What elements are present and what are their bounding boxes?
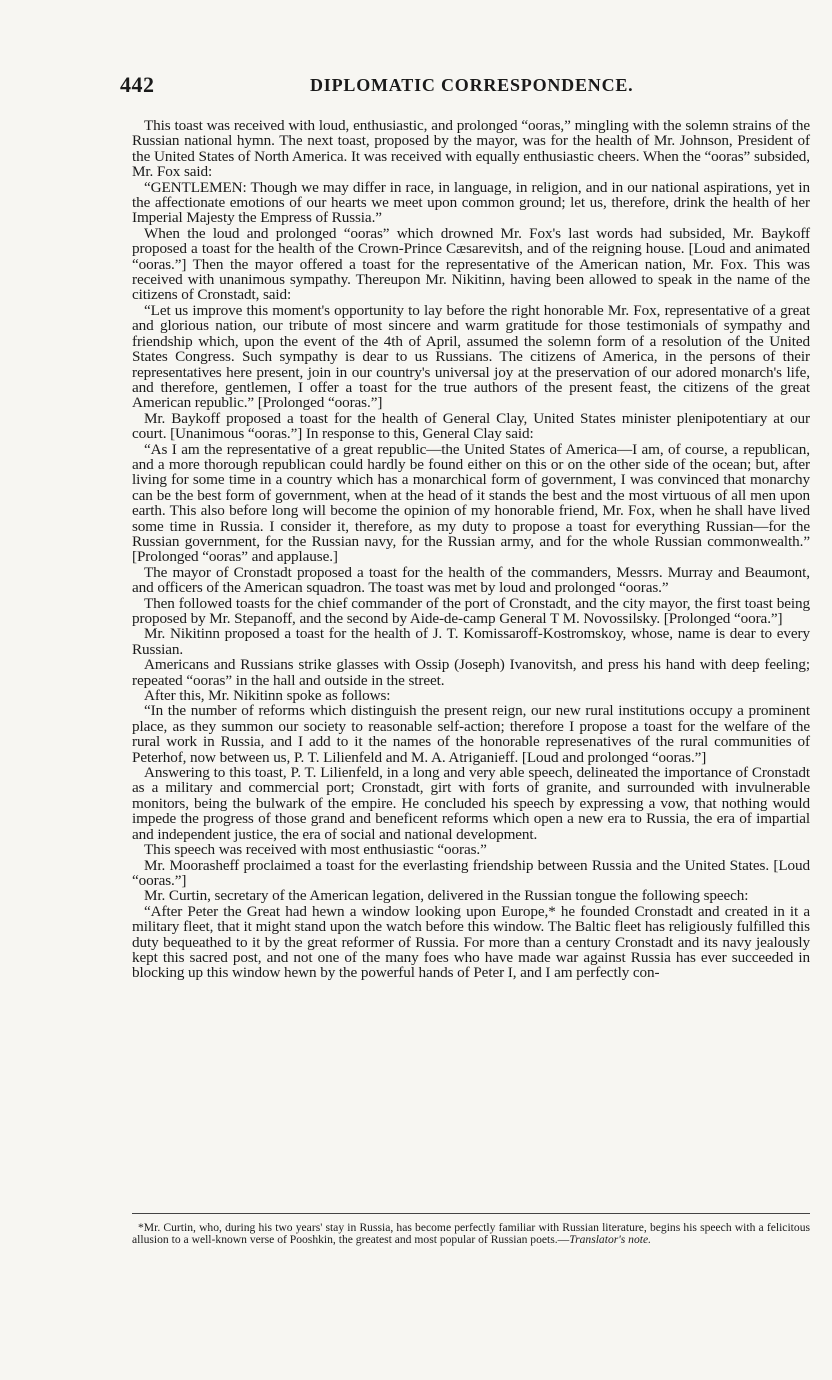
running-title: DIPLOMATIC CORRESPONDENCE. (310, 75, 634, 95)
paragraph: When the loud and prolonged “ooras” which drowned Mr. Fox's last words had subsided, Mr. Baykoff proposed a toast for the health of the Crown-Prince Cæsarevitsh, and of the reigning house. [Loud and animated “ooras.”] Then the mayor offered a toast for the representative of the American nation, Mr. Fox. This was received with unanimous sympathy. Thereupon Mr. Nikitinn, having been allowed to speak in the name of the citizens of Cronstadt, said: (132, 224, 810, 304)
paragraph: “In the number of reforms which distinguish the present reign, our new rural institutions occupy a prominent place, as they summon our society to reasonable self-action; therefore I propose a toast for the welfare of the rural work in Russia, and I add to it the names of the honorable represenatives of the rural communities of Peterhof, now between us, P. T. Lilienfeld and M. A. Atriganieff. [Loud and prolonged “ooras.”] (132, 702, 810, 766)
footnote (132, 1222, 810, 1247)
footnote-attribution: Translator's note. (569, 1233, 652, 1247)
footnote-rule (132, 1213, 810, 1214)
paragraph: After this, Mr. Nikitinn spoke as follows: (144, 687, 391, 705)
paragraph: “As I am the representative of a great republic—the United States of America—I am, of course, a republican, and a more thorough republican could hardly be found either on this or on the other side of the ocean; but, after living for some time in a country which has a monarchical form of government, I was convinced that monarchy can be the best form of government, when at the head of it stands the best and the most virtuous of all men upon earth. This also before long will become the opinion of my honorable friend, Mr. Fox, when he shall have lived some time in Russia. I consider it, therefore, as my duty to propose a toast for everything Russian—for the Russian government, for the Russian navy, for the Russian army, and for the whole Russian commonwealth.” [Prolonged “ooras” and applause.] (132, 440, 810, 566)
footnote-text: *Mr. Curtin, who, during his two years' stay in Russia, has become perfectly familiar with Russian literature, begins his speech with a felicitous allusion to a well-known verse of Pooshkin, the greatest and most popular of Russian poets.— (132, 1221, 810, 1247)
paragraph: Then followed toasts for the chief commander of the port of Cronstadt, and the city mayor, the first toast being proposed by Mr. Stepanoff, and the second by Aide-de-camp General T M. Novossilsky. [Prolonged “oora.”] (132, 594, 810, 627)
paragraph: Answering to this toast, P. T. Lilienfeld, in a long and very able speech, delineated the importance of Cronstadt as a military and commercial port; Cronstadt, girt with forts of granite, and surrounded with invulnerable monitors, being the bulwark of the empire. He concluded his speech by expressing a vow, that nothing would impede the progress of those grand and beneficent reforms which open a new era to Russia, the era of impartial and independent justice, the era of social and national development. (132, 764, 810, 843)
paragraph: Americans and Russians strike glasses with Ossip (Joseph) Ivanovitsh, and press his hand with deep feeling; repeated “ooras” in the hall and outside in the street. (132, 656, 810, 689)
paragraph: This speech was received with most enthusiastic “ooras.” (144, 841, 487, 859)
paragraph: This toast was received with loud, enthusiastic, and prolonged “ooras,” mingling with the solemn strains of the Russian national hymn. The next toast, proposed by the mayor, was for the health of Mr. Johnson, President of the United States of North America. It was received with equally enthusiastic cheers. When the “ooras” subsided, Mr. Fox said: (132, 117, 810, 181)
paragraph: “Let us improve this moment's opportunity to lay before the right honorable Mr. Fox, representative of a great and glorious nation, our tribute of most sincere and warm gratitude for those testimonials of sympathy and friendship which, upon the event of the 4th of April, assumed the solemn form of a resolution of the United States Congress. Such sympathy is dear to us Russians. The citizens of America, in the persons of their representatives here present, join in our country's universal joy at the preservation of our adored monarch's life, and therefore, gentlemen, I offer a toast for the true authors of the present feast, the citizens of the great American republic.” [Prolonged “ooras.”] (132, 301, 810, 412)
body-text (132, 118, 810, 981)
paragraph: Mr. Moorasheff proclaimed a toast for the everlasting friendship between Russia and the United States. [Loud “ooras.”] (132, 856, 810, 889)
page-number: 442 (120, 72, 155, 97)
paragraph: Mr. Curtin, secretary of the American legation, delivered in the Russian tongue the following speech: (144, 887, 749, 905)
paragraph: The mayor of Cronstadt proposed a toast for the health of the commanders, Messrs. Murray and Beaumont, and officers of the American squadron. The toast was met by loud and prolonged “ooras.” (132, 563, 810, 597)
paragraph: Mr. Baykoff proposed a toast for the health of General Clay, United States minister plenipotentiary at our court. [Unanimous “ooras.”] In response to this, General Clay said: (132, 409, 810, 443)
paragraph: Mr. Nikitinn proposed a toast for the health of J. T. Komissaroff-Kostromskoy, whose, name is dear to every Russian. (132, 625, 810, 658)
paragraph: “GENTLEMEN: Though we may differ in race, in language, in religion, and in our national aspirations, yet in the affectionate emotions of our hearts we meet upon common ground; let us, therefore, drink the health of her Imperial Majesty the Empress of Russia.” (132, 178, 810, 227)
paragraph: “After Peter the Great had hewn a window looking upon Europe,* he founded Cronstadt and created in it a military fleet, that it might stand upon the watch before this window. The Baltic fleet has religiously fulfilled this duty bequeathed to it by the great reformer of Russia. For more than a century Cronstadt and its navy jealously kept this sacred post, and not one of the many foes who have made war against Russia has ever succeeded in blocking up this window hewn by the powerful hands of Peter I, and I am perfectly con- (132, 902, 810, 982)
running-head (120, 72, 800, 102)
